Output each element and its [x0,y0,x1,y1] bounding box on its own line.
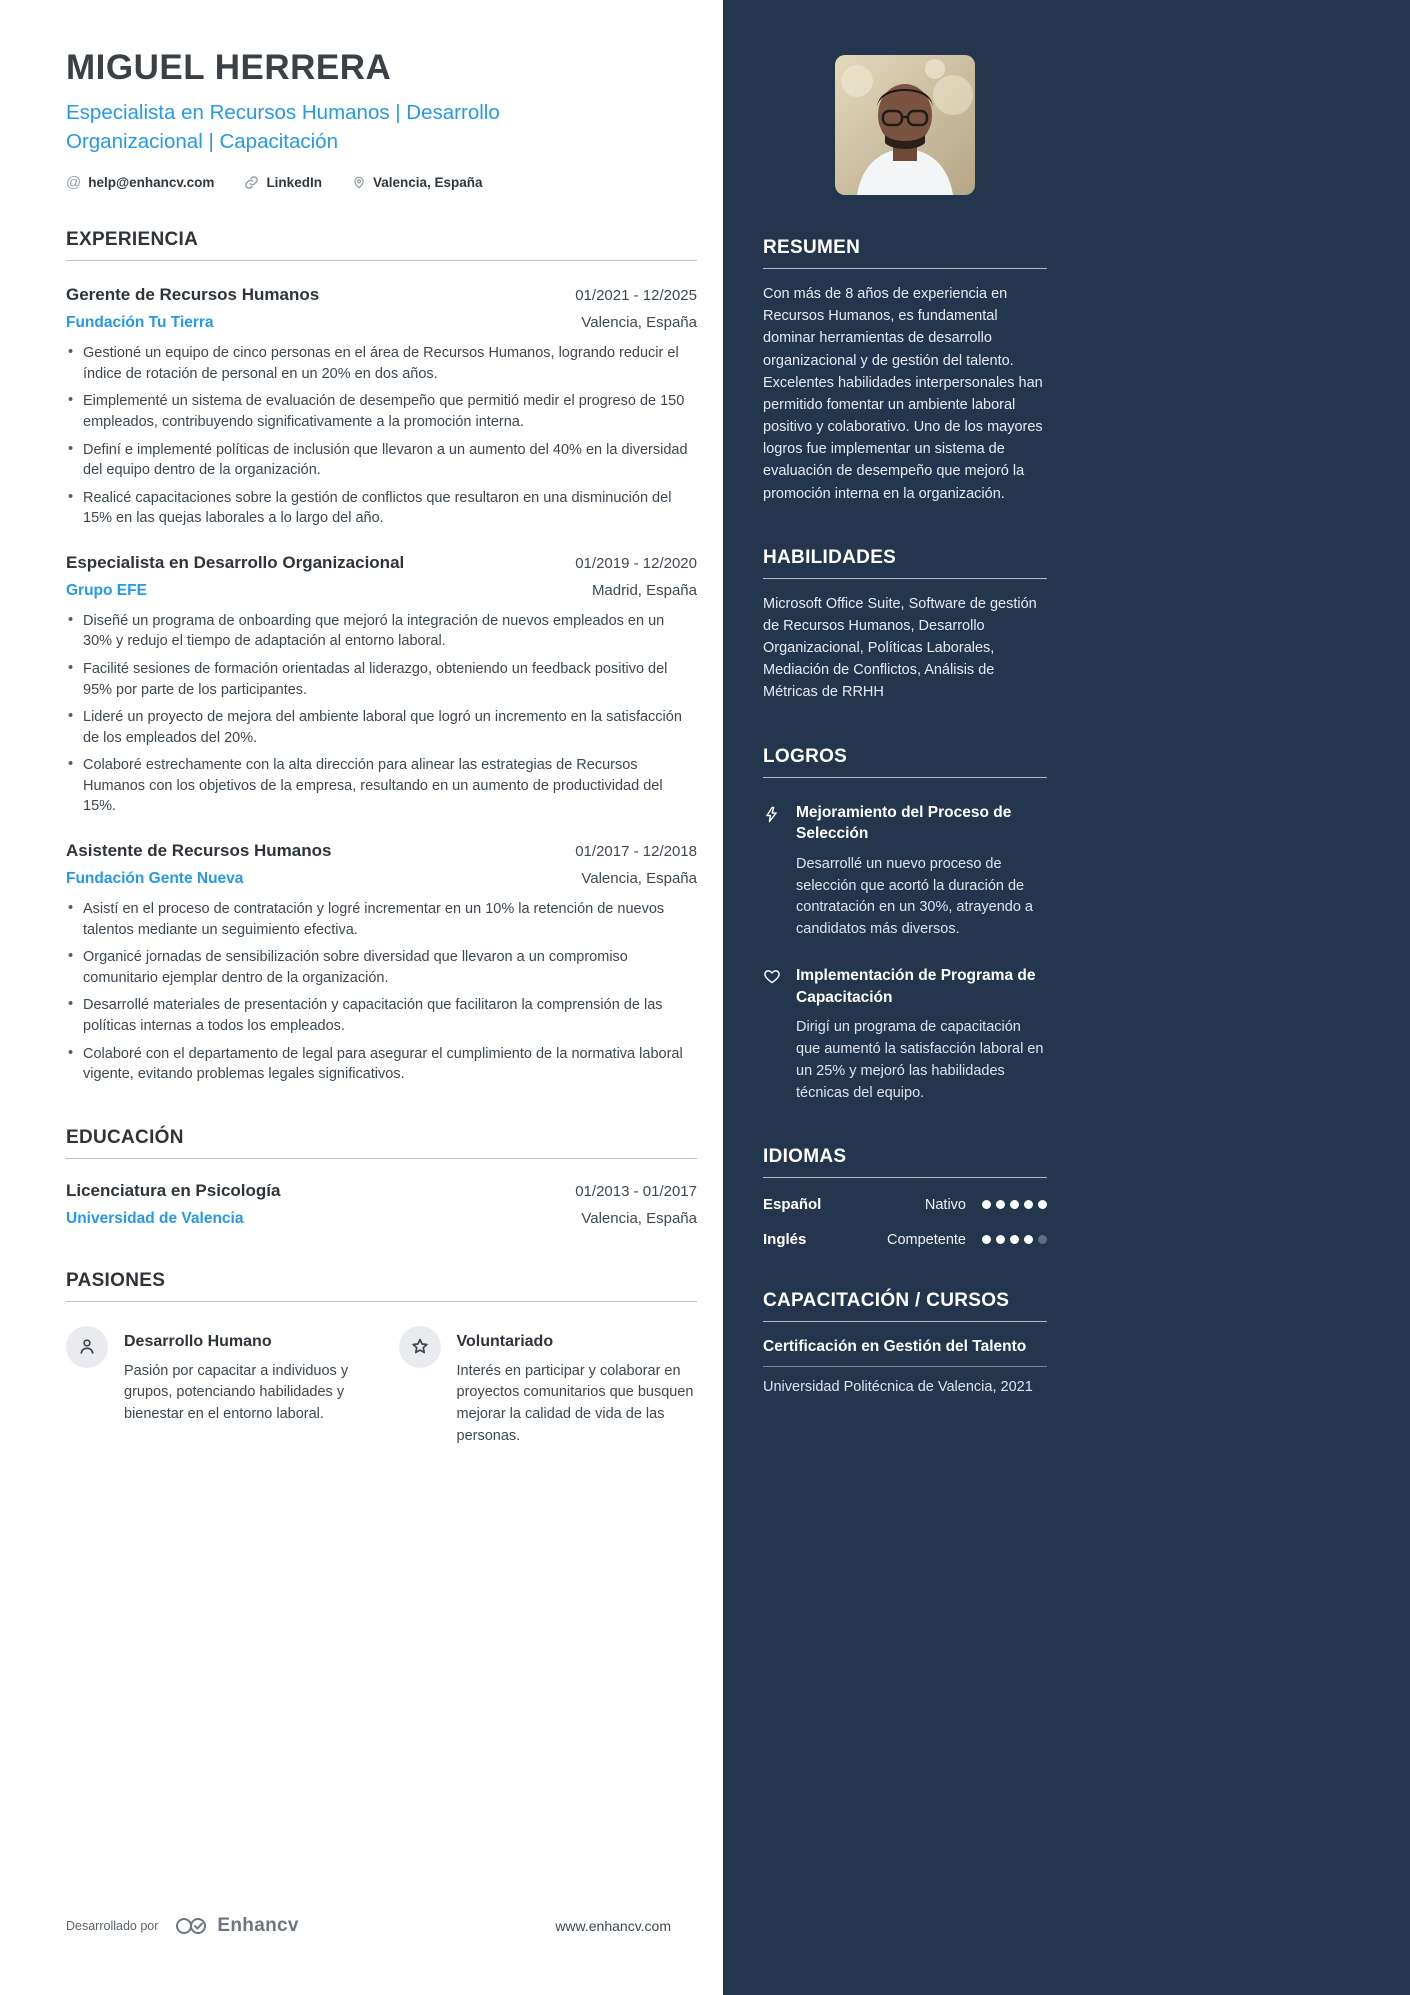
logro-text: Desarrollé un nuevo proceso de selección que acortó la duración de contratación en un 30%, atrayendo a candidatos más diversos. [796,855,1033,938]
logro-item [763,802,1047,941]
lightning-icon [763,802,783,941]
language-level: Competente [887,1231,966,1248]
contact-location [352,175,483,190]
contact-email-text: help@enhancv.com [88,175,215,191]
footer-label: Desarrollado por [66,1919,159,1933]
enhancv-logo-icon [174,1916,208,1936]
education-location: Valencia, España [581,1209,697,1227]
language-name: Inglés [763,1231,807,1249]
job-entry [66,553,697,817]
enhancv-brand-name: Enhancv [217,1915,299,1936]
location-pin-icon [352,175,366,190]
job-bullet: • Realicé capacitaciones sobre la gestión de conflictos que resultaron en una disminución del 15% en las quejas laborales a lo largo del año. [66,488,697,529]
job-bullets [66,343,697,529]
job-bullet: • Colaboré con el departamento de legal para asegurar el cumplimiento de la normativa laboral vigente, evitando problemas legales significativos. [66,1044,697,1085]
course-title: Certificación en Gestión del Talento [763,1338,1047,1367]
footer [66,1915,697,1937]
job-bullets [66,611,697,817]
job-dates: 01/2021 - 12/2025 [575,287,697,305]
job-location: Madrid, España [591,581,697,599]
job-dates: 01/2017 - 12/2018 [575,843,697,861]
footer-website-link[interactable]: www.enhancv.com [555,1918,671,1934]
section-heading-educacion: EDUCACIÓN [66,1127,697,1159]
logro-text: Dirigí un programa de capacitación que aumentó la satisfacción laboral en un 25% y mejoró las habilidades técnicas del equipo. [796,1019,1044,1101]
contact-location-text: Valencia, España [372,175,483,191]
job-title: Gerente de Recursos Humanos [66,285,320,305]
job-location: Valencia, España [581,870,697,888]
job-bullet: • Colaboré estrechamente con la alta dirección para alinear las estrategias de Recursos Humanos con los objetivos de la empresa, resultando en un aumento de productividad del 15%. [66,755,697,817]
job-bullet: • Gestioné un equipo de cinco personas en el área de Recursos Humanos, logrando reducir el índice de rotación de personal en un 20% en dos años. [66,343,697,384]
education-entry [66,1181,697,1228]
course-subtitle: Universidad Politécnica de Valencia, 2021 [763,1379,1033,1396]
passion-item [66,1326,365,1448]
job-location: Valencia, España [581,314,697,332]
language-row [763,1231,1047,1248]
job-bullet: • Eimplementé un sistema de evaluación de desempeño que permitió medir el progreso de 150 empleados, contribuyendo significativamente a la promoción interna. [66,391,697,432]
job-bullet: • Definí e implementé políticas de inclusión que llevaron a un aumento del 40% en la diversidad del equipo dentro de la organización. [66,440,697,481]
sidebar-heading-logros: LOGROS [763,746,1047,778]
language-level: Nativo [924,1196,966,1213]
passion-title: Desarrollo Humano [124,1332,272,1350]
contact-email[interactable] [66,174,214,191]
job-bullet: • Asistí en el proceso de contratación y logré incrementar en un 10% la retención de nuevos talentos mediante un seguimiento efectiva. [66,899,697,940]
language-row [763,1196,1047,1213]
contact-linkedin-text: LinkedIn [266,175,322,191]
job-entry [66,841,697,1085]
course-item [763,1338,1047,1399]
at-icon: @ [66,174,82,192]
habilidades-text: Microsoft Office Suite, Software de gestión de Recursos Humanos, Desarrollo Organizacional, Políticas Laborales, Mediación de Conflictos, Análisis de Métricas de RRHH [763,595,1037,701]
job-dates: 01/2019 - 12/2020 [575,554,697,572]
passion-title: Voluntariado [456,1332,554,1350]
job-bullet: • Desarrollé materiales de presentación y capacitación que facilitaron la comprensión de las políticas internas a todos los empleados. [66,995,697,1036]
job-bullets [66,899,697,1085]
section-heading-pasiones: PASIONES [66,1270,697,1302]
language-proficiency-dots [982,1200,1047,1209]
job-bullet: • Facilité sesiones de formación orientadas al liderazgo, obteniendo un feedback positivo del 95% por parte de los participantes. [66,659,697,700]
sidebar-heading-idiomas: IDIOMAS [763,1146,1047,1178]
job-company: Fundación Gente Nueva [66,870,244,888]
job-title: Especialista en Desarrollo Organizacional [66,552,405,572]
logro-title: Mejoramiento del Proceso de Selección [796,803,1012,843]
resume-sidebar [723,0,1410,1995]
sidebar-heading-resumen: RESUMEN [763,237,1047,269]
person-name: MIGUEL HERRERA [66,48,392,87]
job-title: Asistente de Recursos Humanos [66,841,332,861]
passion-text: Pasión por capacitar a individuos y grupos, potenciando habilidades y bienestar en el entorno laboral. [124,1362,349,1423]
passion-item [399,1326,698,1448]
profile-photo [835,55,975,195]
school-name: Universidad de Valencia [66,1209,244,1227]
passions-row [66,1326,697,1448]
contact-row [66,174,697,191]
person-growth-icon [66,1326,108,1368]
enhancv-brand[interactable] [174,1915,298,1937]
job-bullet: • Diseñé un programa de onboarding que mejoró la integración de nuevos empleados en un 30% y redujo el tiempo de adaptación al entorno laboral. [66,611,697,652]
language-proficiency-dots [982,1235,1047,1244]
heart-icon [763,965,783,1104]
sidebar-heading-habilidades: HABILIDADES [763,547,1047,579]
job-bullet: • Lideré un proyecto de mejora del ambiente laboral que logró un incremento en la satisfacción de los empleados del 20%. [66,707,697,748]
job-company: Fundación Tu Tierra [66,314,214,332]
contact-linkedin[interactable] [244,175,322,190]
resumen-text: Con más de 8 años de experiencia en Recursos Humanos, es fundamental dominar herramientas de desarrollo organizacional y de gestión del talento. Excelentes habilidades interpersonales han permitido fomentar un ambiente laboral positivo y colaborativo. Uno de los mayores logros fue implementar un sistema de evaluación de desempeño que mejoró la promoción interna en la organización. [763,286,1043,502]
degree-title: Licenciatura en Psicología [66,1180,281,1200]
language-name: Español [763,1196,822,1214]
logro-item [763,965,1047,1104]
star-icon [399,1326,441,1368]
job-entry [66,285,697,529]
section-heading-experiencia: EXPERIENCIA [66,229,697,261]
job-company: Grupo EFE [66,581,147,599]
passion-text: Interés en participar y colaborar en proyectos comunitarios que busquen mejorar la calidad de vida de las personas. [456,1362,694,1444]
logro-title: Implementación de Programa de Capacitación [796,966,1036,1006]
link-icon [244,175,259,190]
job-bullet: • Organicé jornadas de sensibilización sobre diversidad que llevaron a un compromiso comunitario ejemplar dentro de la organización. [66,947,697,988]
sidebar-heading-cursos: CAPACITACIÓN / CURSOS [763,1290,1047,1322]
education-dates: 01/2013 - 01/2017 [575,1182,697,1200]
person-headline: Especialista en Recursos Humanos | Desarrollo Organizacional | Capacitación [66,101,500,154]
